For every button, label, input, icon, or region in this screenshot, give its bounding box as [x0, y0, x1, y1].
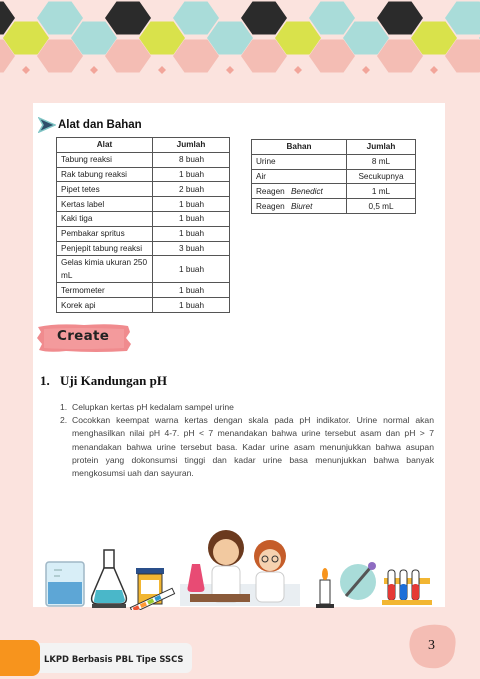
bahan-table — [251, 139, 416, 214]
section-heading — [38, 117, 142, 133]
table-row — [57, 241, 230, 256]
step-number: 1. — [60, 402, 68, 412]
bahan-name-cell — [252, 184, 347, 199]
test-tube-rack-icon — [382, 570, 432, 605]
table-row — [57, 256, 230, 283]
bahan-header-qty: Jumlah — [347, 140, 416, 155]
table-row — [57, 182, 230, 197]
bahan-qty-cell: Secukupnya — [347, 169, 416, 184]
lab-illustration — [40, 520, 440, 610]
bahan-qty-cell: 0,5 mL — [347, 199, 416, 214]
bahan-name-italic: Benedict — [290, 186, 323, 196]
table-row — [252, 184, 416, 199]
bahan-name-cell — [252, 199, 347, 214]
burner-icon — [316, 568, 334, 608]
dropper-icon — [340, 562, 376, 600]
subsection-heading — [40, 373, 167, 389]
alat-header-name: Alat — [57, 138, 153, 153]
arrow-icon — [38, 117, 56, 133]
alat-qty-cell: 3 buah — [153, 241, 230, 256]
scientists-icon — [180, 530, 300, 606]
page-number: 3 — [428, 638, 435, 653]
table-row — [252, 199, 416, 214]
step-text: Cocokkan keempat warna kertas dengan skala pada pH indikator. Urine normal akan menghasilkan nilai pH 4-7. pH < 7 menandakan bahwa urine tersebut asam dan pH > 7 menandakan bahwa urine tersebut basa. Kadar urine asam menunjukkan bahwa asupan protein yang dokonsumsi tinggi dan kadar urine basa menunjukkan bahwa banyak mengkosumsi uah dan sayuran. — [72, 415, 434, 479]
alat-qty-cell: 8 buah — [153, 152, 230, 167]
beaker-icon — [46, 562, 84, 606]
table-row — [57, 226, 230, 241]
bahan-name: Reagen — [256, 186, 285, 196]
step-text: Celupkan kertas pH kedalam sampel urine — [72, 402, 234, 412]
bahan-name-italic: Biuret — [290, 201, 313, 211]
footer-label: LKPD Berbasis PBL Tipe SSCS — [44, 654, 184, 664]
alat-name-cell: Korek api — [57, 298, 153, 313]
bahan-name: Air — [256, 171, 267, 181]
bahan-name: Urine — [256, 157, 276, 167]
alat-name-cell: Termometer — [57, 283, 153, 298]
table-row — [57, 211, 230, 226]
alat-qty-cell: 1 buah — [153, 226, 230, 241]
step-number: 2. — [60, 415, 68, 426]
alat-name-cell: Rak tabung reaksi — [57, 167, 153, 182]
bahan-qty-cell: 1 mL — [347, 184, 416, 199]
list-item — [60, 401, 434, 414]
alat-name-cell: Kaki tiga — [57, 211, 153, 226]
subsection-title: Uji Kandungan pH — [60, 373, 167, 388]
table-row — [57, 152, 230, 167]
section-title: Alat dan Bahan — [58, 119, 142, 131]
bahan-name: Reagen — [256, 201, 285, 211]
footer-accent — [0, 640, 40, 676]
flask-icon — [92, 550, 127, 608]
alat-header-qty: Jumlah — [153, 138, 230, 153]
create-label: Create — [57, 328, 110, 344]
table-row — [57, 167, 230, 182]
alat-name-cell: Pembakar spritus — [57, 226, 153, 241]
table-row — [57, 298, 230, 313]
alat-name-cell: Kertas label — [57, 197, 153, 212]
table-row — [57, 283, 230, 298]
bahan-name-cell — [252, 154, 347, 169]
alat-qty-cell: 1 buah — [153, 256, 230, 283]
alat-qty-cell: 1 buah — [153, 167, 230, 182]
table-row — [252, 169, 416, 184]
alat-qty-cell: 2 buah — [153, 182, 230, 197]
alat-name-cell: Tabung reaksi — [57, 152, 153, 167]
alat-qty-cell: 1 buah — [153, 197, 230, 212]
bahan-header-name: Bahan — [252, 140, 347, 155]
alat-name-cell: Gelas kimia ukuran 250 mL — [57, 256, 153, 283]
alat-table — [56, 137, 230, 313]
alat-name-cell: Penjepit tabung reaksi — [57, 241, 153, 256]
alat-qty-cell: 1 buah — [153, 283, 230, 298]
steps-list — [60, 401, 434, 480]
table-row — [252, 154, 416, 169]
alat-name-cell: Pipet tetes — [57, 182, 153, 197]
list-item — [60, 414, 434, 480]
bahan-name-cell — [252, 169, 347, 184]
subsection-number: 1. — [40, 373, 50, 388]
table-row — [57, 197, 230, 212]
alat-qty-cell: 1 buah — [153, 298, 230, 313]
alat-qty-cell: 1 buah — [153, 211, 230, 226]
hexagon-banner — [0, 0, 480, 80]
bahan-qty-cell: 8 mL — [347, 154, 416, 169]
